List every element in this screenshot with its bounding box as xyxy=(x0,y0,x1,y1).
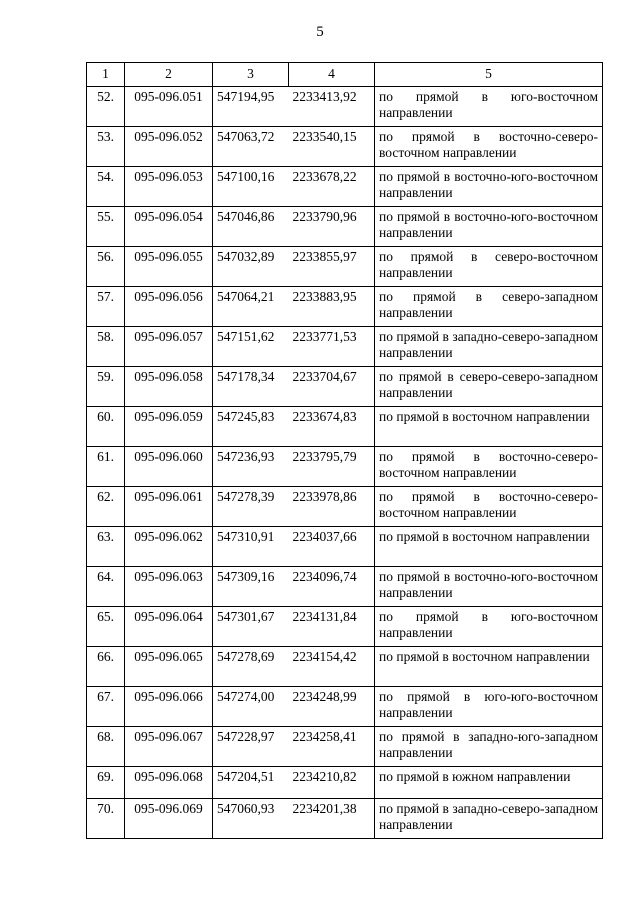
direction-description: по прямой в западно-северо-западном направлении xyxy=(375,327,603,367)
table-row xyxy=(87,167,603,207)
direction-description: по прямой в юго-юго-восточном направлении xyxy=(375,687,603,727)
point-code: 095-096.069 xyxy=(125,799,213,839)
point-code: 095-096.067 xyxy=(125,727,213,767)
coordinate-y: 2234096,74 xyxy=(289,567,375,607)
row-number: 69. xyxy=(87,767,125,799)
coordinate-y: 2234037,66 xyxy=(289,527,375,567)
table-row xyxy=(87,407,603,447)
table-row xyxy=(87,799,603,839)
table-row xyxy=(87,647,603,687)
point-code: 095-096.055 xyxy=(125,247,213,287)
direction-description: по прямой в восточно-юго-восточном направлении xyxy=(375,567,603,607)
table-row xyxy=(87,127,603,167)
coordinates-table xyxy=(86,62,603,839)
table-header-row xyxy=(87,63,603,87)
point-code: 095-096.053 xyxy=(125,167,213,207)
coordinate-x: 547278,69 xyxy=(213,647,289,687)
row-number: 62. xyxy=(87,487,125,527)
table-row xyxy=(87,287,603,327)
coordinate-y: 2234248,99 xyxy=(289,687,375,727)
coordinate-y: 2233771,53 xyxy=(289,327,375,367)
table-row xyxy=(87,487,603,527)
point-code: 095-096.065 xyxy=(125,647,213,687)
direction-description: по прямой в юго-восточном направлении xyxy=(375,87,603,127)
direction-description: по прямой в восточно-северо-восточном направлении xyxy=(375,127,603,167)
coordinate-x: 547245,83 xyxy=(213,407,289,447)
point-code: 095-096.060 xyxy=(125,447,213,487)
row-number: 58. xyxy=(87,327,125,367)
table-row xyxy=(87,327,603,367)
row-number: 68. xyxy=(87,727,125,767)
coordinate-y: 2234258,41 xyxy=(289,727,375,767)
coordinate-y: 2233674,83 xyxy=(289,407,375,447)
coordinate-x: 547274,00 xyxy=(213,687,289,727)
point-code: 095-096.062 xyxy=(125,527,213,567)
direction-description: по прямой в восточно-северо-восточном направлении xyxy=(375,487,603,527)
coordinate-x: 547060,93 xyxy=(213,799,289,839)
direction-description: по прямой в южном направлении xyxy=(375,767,603,799)
point-code: 095-096.061 xyxy=(125,487,213,527)
coordinate-y: 2233795,79 xyxy=(289,447,375,487)
coordinate-y: 2234154,42 xyxy=(289,647,375,687)
point-code: 095-096.066 xyxy=(125,687,213,727)
column-header-y: 4 xyxy=(289,63,375,87)
row-number: 54. xyxy=(87,167,125,207)
table-row xyxy=(87,767,603,799)
row-number: 55. xyxy=(87,207,125,247)
row-number: 67. xyxy=(87,687,125,727)
table-row xyxy=(87,607,603,647)
row-number: 64. xyxy=(87,567,125,607)
row-number: 53. xyxy=(87,127,125,167)
coordinate-x: 547063,72 xyxy=(213,127,289,167)
coordinate-y: 2233704,67 xyxy=(289,367,375,407)
point-code: 095-096.054 xyxy=(125,207,213,247)
column-header-number: 1 xyxy=(87,63,125,87)
row-number: 52. xyxy=(87,87,125,127)
page-number: 5 xyxy=(316,24,324,40)
row-number: 63. xyxy=(87,527,125,567)
point-code: 095-096.052 xyxy=(125,127,213,167)
direction-description: по прямой в северо-восточном направлении xyxy=(375,247,603,287)
direction-description: по прямой в северо-западном направлении xyxy=(375,287,603,327)
direction-description: по прямой в восточно-юго-восточном направлении xyxy=(375,207,603,247)
coordinate-x: 547309,16 xyxy=(213,567,289,607)
row-number: 61. xyxy=(87,447,125,487)
direction-description: по прямой в восточно-северо-восточном направлении xyxy=(375,447,603,487)
coordinate-y: 2234210,82 xyxy=(289,767,375,799)
direction-description: по прямой в юго-восточном направлении xyxy=(375,607,603,647)
coordinate-y: 2233540,15 xyxy=(289,127,375,167)
table-row xyxy=(87,247,603,287)
column-header-description: 5 xyxy=(375,63,603,87)
row-number: 66. xyxy=(87,647,125,687)
coordinate-y: 2233883,95 xyxy=(289,287,375,327)
row-number: 57. xyxy=(87,287,125,327)
point-code: 095-096.064 xyxy=(125,607,213,647)
coordinate-x: 547228,97 xyxy=(213,727,289,767)
point-code: 095-096.051 xyxy=(125,87,213,127)
coordinate-x: 547100,16 xyxy=(213,167,289,207)
point-code: 095-096.057 xyxy=(125,327,213,367)
direction-description: по прямой в восточно-юго-восточном направлении xyxy=(375,167,603,207)
coordinate-y: 2234131,84 xyxy=(289,607,375,647)
row-number: 59. xyxy=(87,367,125,407)
table-row xyxy=(87,87,603,127)
column-header-code: 2 xyxy=(125,63,213,87)
coordinate-x: 547194,95 xyxy=(213,87,289,127)
coordinate-x: 547151,62 xyxy=(213,327,289,367)
coordinate-y: 2233978,86 xyxy=(289,487,375,527)
point-code: 095-096.068 xyxy=(125,767,213,799)
table-row xyxy=(87,527,603,567)
coordinate-x: 547032,89 xyxy=(213,247,289,287)
coordinate-x: 547301,67 xyxy=(213,607,289,647)
table-row xyxy=(87,727,603,767)
coordinate-x: 547178,34 xyxy=(213,367,289,407)
coordinate-y: 2233413,92 xyxy=(289,87,375,127)
point-code: 095-096.058 xyxy=(125,367,213,407)
row-number: 70. xyxy=(87,799,125,839)
direction-description: по прямой в восточном направлении xyxy=(375,647,603,687)
row-number: 56. xyxy=(87,247,125,287)
coordinate-y: 2233790,96 xyxy=(289,207,375,247)
direction-description: по прямой в западно-северо-западном направлении xyxy=(375,799,603,839)
coordinate-y: 2234201,38 xyxy=(289,799,375,839)
coordinate-x: 547064,21 xyxy=(213,287,289,327)
direction-description: по прямой в восточном направлении xyxy=(375,527,603,567)
table-row xyxy=(87,567,603,607)
point-code: 095-096.063 xyxy=(125,567,213,607)
coordinate-x: 547278,39 xyxy=(213,487,289,527)
point-code: 095-096.059 xyxy=(125,407,213,447)
row-number: 65. xyxy=(87,607,125,647)
coordinate-x: 547204,51 xyxy=(213,767,289,799)
table-row xyxy=(87,447,603,487)
coordinate-x: 547046,86 xyxy=(213,207,289,247)
table-row xyxy=(87,207,603,247)
direction-description: по прямой в восточном направлении xyxy=(375,407,603,447)
coordinate-y: 2233678,22 xyxy=(289,167,375,207)
column-header-x: 3 xyxy=(213,63,289,87)
coordinate-x: 547310,91 xyxy=(213,527,289,567)
table-row xyxy=(87,687,603,727)
coordinate-y: 2233855,97 xyxy=(289,247,375,287)
table-row xyxy=(87,367,603,407)
point-code: 095-096.056 xyxy=(125,287,213,327)
coordinate-x: 547236,93 xyxy=(213,447,289,487)
direction-description: по прямой в северо-северо-западном направлении xyxy=(375,367,603,407)
direction-description: по прямой в западно-юго-западном направлении xyxy=(375,727,603,767)
row-number: 60. xyxy=(87,407,125,447)
